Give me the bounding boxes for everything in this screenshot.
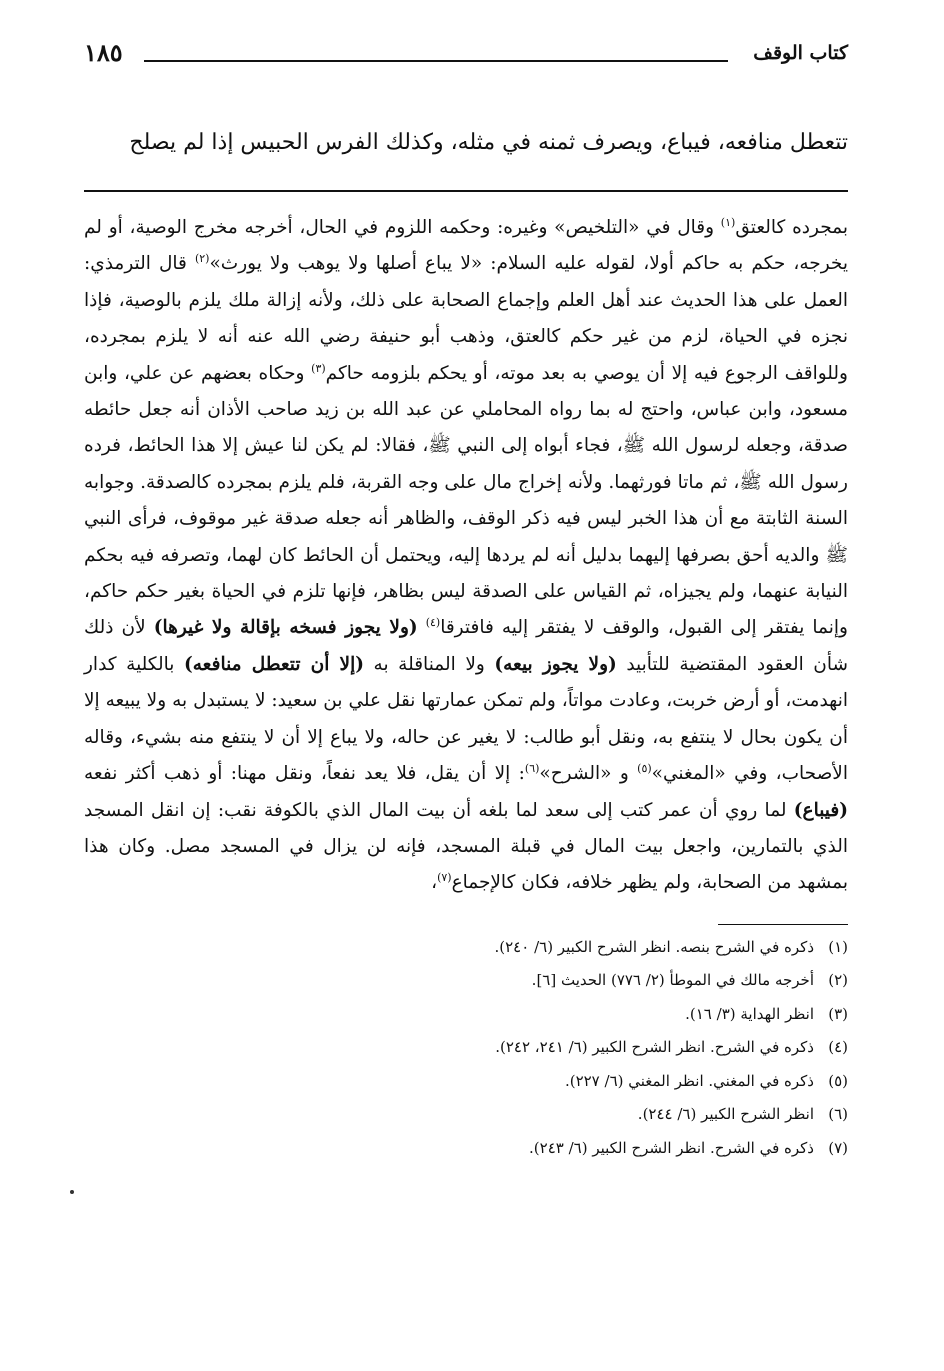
footnote-text: أخرجه مالك في الموطأ (٢/ ٧٧٦) الحديث [٦].: [531, 971, 814, 990]
commentary-run: وحكاه بعضهم عن علي، وابن مسعود، وابن عباس، واحتج له بما رواه المحاملي عن عبد الله بن زيد صاحب الأذان أنه جعل حائطه صدقة، وجعله لرسول الله ﷺ، فجاء أبواه إلى النبي ﷺ، فقالا: لم يكن لنا عيش إلا هذا الحائط، فرده رسول الله ﷺ، ثم ماتا فورثهما. ولأنه إخراج مال على وجه القربة، فلم يلزم بمجرده كالصدقة. وجوابه السنة الثابتة مع أن هذا الخبر ليس فيه ذكر الوقف، والظاهر أنه جعله صدقة غير موقوف، فرأى النبي ﷺ والديه أحق بصرفها إليهما بدليل أنه لم يردها إليه، ويحتمل أن الحائط كان لهما، وتصرفه فيه بحكم النيابة عنهما، ولم يجيزاه، ثم القياس على الصدقة ليس بظاهر، فإنها تلزم في الحياة بغير حكم حاكم، وإنما يفتقر إلى القبول، والوقف لا يفتقر إليه فافترقا: [84, 362, 848, 639]
commentary-run: لأن ذلك شأن العقود المقتضية للتأبيد: [84, 617, 849, 675]
footnote: [84, 1132, 848, 1166]
main-text: تتعطل منافعه، فيباع، ويصرف ثمنه في مثله، وكذلك الفرس الحبيس إذا لم يصلح: [129, 130, 848, 155]
chapter-title: كتاب الوقف: [753, 42, 848, 64]
footnote-marker: (٥): [637, 761, 652, 775]
commentary-run: لما روي أن عمر كتب إلى سعد لما بلغه أن بيت المال الذي بالكوفة نقب: إن انقل المسجد الذي بالتمارين، واجعل بيت المال في قبلة المسجد، فإنه لن يزال في المسجد مصل. وكان هذا بمشهد من الصحابة، ولم يظهر خلافه، فكان كالإجماع: [84, 799, 848, 894]
footnote: [84, 998, 848, 1032]
footnote-number: (٥): [828, 1071, 848, 1090]
footnote-number: (١): [828, 937, 848, 956]
commentary-run: وقال في «التلخيص» وغيره: وحكمه اللزوم في الحال، أخرجه مخرج الوصية، أو لم يخرجه، حكم به حاكم أولا، لقوله عليه السلام: «لا يباع أصلها ولا يوهب ولا يورث»: [84, 217, 848, 275]
footnote-text: انظر الهداية (٣/ ١٦).: [685, 1004, 814, 1023]
commentary-run: و «الشرح»: [539, 763, 638, 785]
footnote: [84, 1065, 848, 1099]
scan-speck: [70, 1190, 74, 1194]
footnote-marker: (٣): [311, 361, 326, 375]
footnote-number: (٣): [828, 1004, 848, 1023]
footnote-text: ذكره في الشرح بنصه. انظر الشرح الكبير (٦/ ٢٤٠).: [494, 937, 814, 956]
footnote-text: ذكره في الشرح. انظر الشرح الكبير (٦/ ٢٤١، ٢٤٢).: [495, 1038, 814, 1057]
book-page: [84, 30, 848, 1165]
commentary-run: بمجرده كالعتق: [735, 217, 848, 238]
footnote-text: ذكره في الشرح. انظر الشرح الكبير (٦/ ٢٤٣).: [529, 1138, 814, 1157]
footnote-marker: (٦): [524, 761, 540, 775]
footnote: [84, 1031, 848, 1065]
commentary-run: : إلا أن يقل، فلا يعد نفعاً، ونقل مهنا: أو ذهب أكثر نفعه: [84, 763, 525, 785]
commentary-text: [84, 210, 848, 902]
page-number: ١٨٥: [84, 38, 123, 67]
footnote: [84, 1098, 848, 1132]
footnote-marker: (٢): [194, 252, 210, 266]
header-rule: [144, 60, 728, 62]
text-divider: [84, 190, 848, 192]
footnote-marker: (٧): [437, 871, 452, 885]
footnotes: [84, 931, 848, 1166]
footnote-marker: (١): [720, 215, 736, 229]
footnote: [84, 964, 848, 998]
footnote-number: (٧): [828, 1138, 848, 1157]
footnote-marker: (٤): [425, 616, 441, 630]
footnote-number: (٤): [828, 1038, 848, 1057]
commentary-run: ولا المناقلة به: [363, 653, 495, 675]
footnote-rule: [718, 924, 848, 925]
commentary-run: بالكلية كدار انهدمت، أو أرض خربت، وعادت مواتاً، ولم تمكن عمارتها نقل علي بن سعيد: لا يستبدل به ولا يبيعه إلا أن يكون بحال لا ينتفع به، ونقل أبو طالب: لا يغير عن حاله، ولا يباع إلا أن لا ينتفع منه بشيء، وقاله الأصحاب، وفي «المغني»: [84, 653, 849, 785]
matn-quote: (ولا يجوز بيعه): [494, 653, 617, 675]
matn-quote: (فيباع): [793, 799, 848, 821]
commentary-run: قال الترمذي: العمل على هذا الحديث عند أهل العلم وإجماع الصحابة على ذلك، ولأنه إزالة ملك يلزم بالوصية، فإذا نجزه في الحياة، لزم من غير حكم كالعتق، وذهب أبو حنيفة رضي الله عنه أنه لا يلزم بمجرده، وللواقف الرجوع فيه إلا أن يوصي به بعد موته، أو يحكم بلزومه حاكم: [84, 253, 848, 384]
footnote-text: انظر الشرح الكبير (٦/ ٢٤٤).: [637, 1105, 814, 1124]
footnote: [84, 931, 848, 965]
footnote-text: ذكره في المغني. انظر المغني (٦/ ٢٢٧).: [564, 1071, 814, 1090]
commentary-run: ،: [431, 872, 438, 894]
commentary-run: [418, 617, 426, 638]
matn-quote: (إلا أن تتعطل منافعه): [184, 653, 364, 675]
running-header: [84, 30, 848, 70]
footnote-number: (٢): [828, 971, 848, 990]
footnote-number: (٦): [828, 1105, 848, 1124]
matn-quote: (ولا يجوز فسخه بإقالة ولا غيرها): [153, 617, 418, 639]
